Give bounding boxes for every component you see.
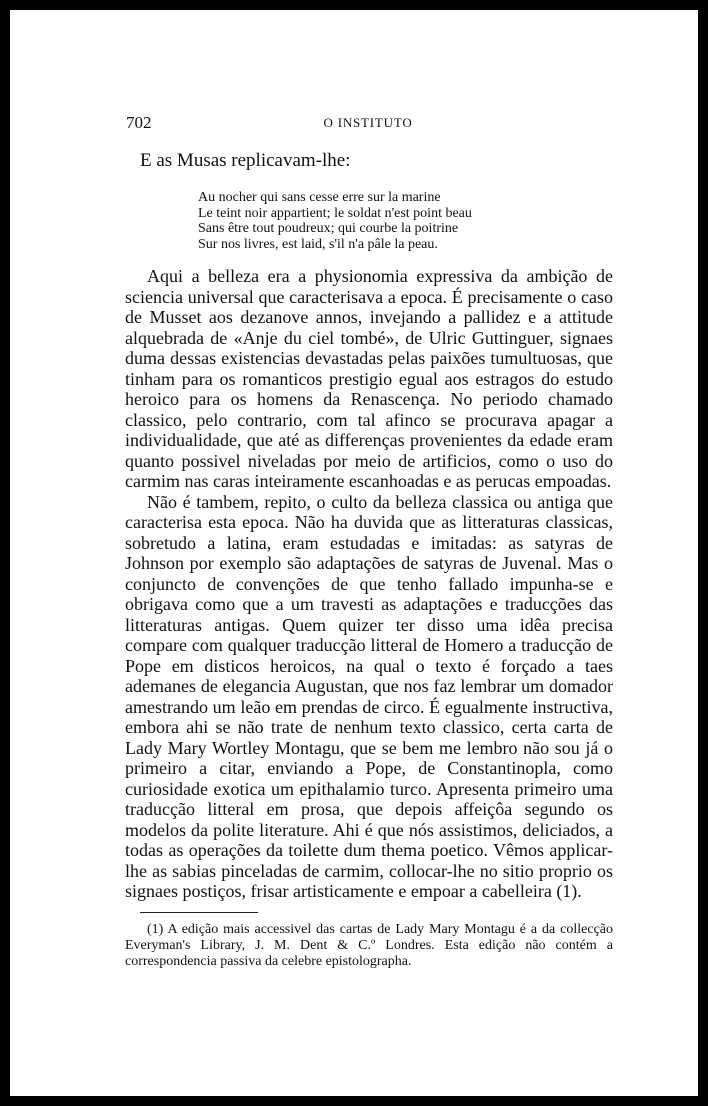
verse-line: Le teint noir appartient; le soldat n'est point beau: [198, 205, 472, 221]
page-number: 702: [126, 113, 152, 132]
paragraph: Não é tambem, repito, o culto da belleza classica ou antiga que caracterisa esta epoca. Não ha duvida que as litteraturas classicas, sobretudo a latina, eram estudadas e imitadas: as satyras de Johnson por exemplo são adaptações de satyras de Juvenal. Mas o conjuncto de convenções de que tenho fallado impunha-se e obrigava como que a um travesti as adaptações e traducções das litteraturas antigas. Quem quizer ter disso uma idêa precisa compare com qualquer traducção litteral de Homero a traducção de Pope em disticos heroicos, na qual o texto é forçado a taes ademanes de elegancia Augustan, que nos faz lembrar um domador amestrando um leão em prendas de circo. É egualmente instructiva, embora ahi se não trate de nenhum texto classico, certa carta de Lady Mary Wortley Montagu, que se bem me lembro não sou já o primeiro a citar, enviando a Pope, de Constantinopla, como curiosidade exotica um epithalamio turco. Apresenta primeiro uma traducção litteral em prosa, que depois affeiçôa segundo os modelos da polite literature. Ahi é que nós assistimos, deliciados, a todas as operações da toilette dum thema poetico. Vêmos applicar-lhe as sabias pinceladas de carmim, collocar-lhe no sitio proprio os signaes postiços, frisar artisticamente e empoar a cabelleira (1).: [125, 491, 613, 901]
paragraph: Aqui a belleza era a physionomia expressiva da ambição de sciencia universal que caracterisava a epoca. É precisamente o caso de Musset aos dezanove annos, invejando a pallidez e a attitude alquebrada de «Anje du ciel tombé», de Ulric Guttinguer, signaes duma dessas existencias devastadas pelas paixões tumultuosas, que tinham para os romanticos prestigio egual aos estragos do estudo heroico para os homens da Renascença. No periodo chamado classico, pelo contrario, com tal afinco se procurava apagar a individualidade, que até as differenças provenientes da edade eram quanto possivel niveladas por meio de artificios, como o uso do carmim nas caras inteiramente escanhoadas e as perucas empoadas.: [125, 266, 613, 491]
verse-introduction: E as Musas replicavam-lhe:: [140, 150, 351, 171]
running-head: [126, 113, 610, 135]
verse-line: Sur nos livres, est laid, s'il n'a pâle la peau.: [198, 236, 438, 252]
verse-line: Au nocher qui sans cesse erre sur la marine: [198, 190, 441, 205]
verse-line: Sans être tout poudreux; qui courbe la poitrine: [198, 221, 459, 236]
footnote-divider: [140, 912, 258, 913]
french-verse-quote: [198, 190, 472, 252]
body-text: [125, 266, 613, 902]
journal-title: O INSTITUTO: [323, 115, 413, 130]
footnote-text: (1) A edição mais accessivel das cartas de Lady Mary Montagu é a da collecção Everyman's Library, J. M. Dent & C.º Londres. Esta edição não contém a correspondencia passiva da celebre epistolographa.: [125, 922, 613, 969]
book-page: [10, 10, 698, 1096]
footnote: [125, 922, 613, 970]
